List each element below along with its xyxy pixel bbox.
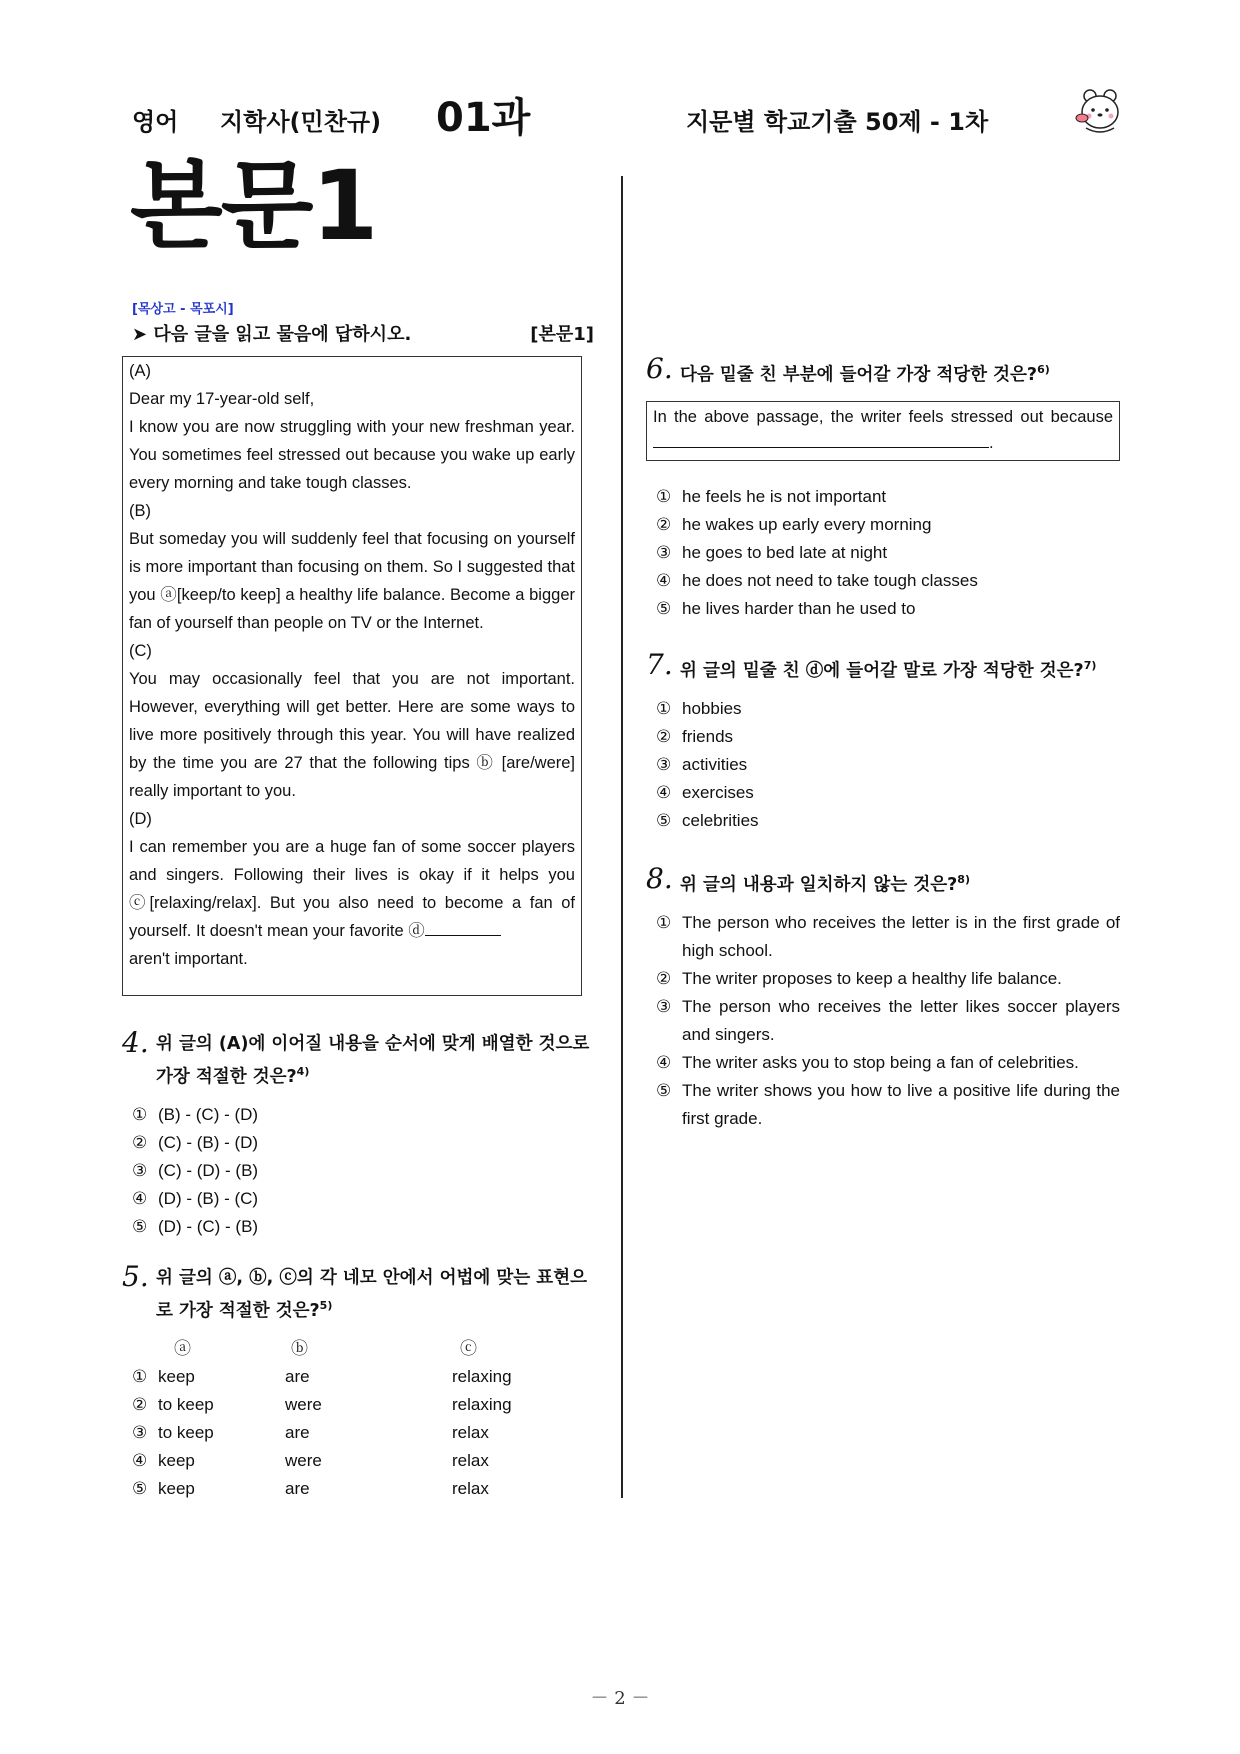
option-4[interactable]: ④ he does not need to take tough classes <box>656 570 978 590</box>
option-list <box>656 483 1120 623</box>
option-3[interactable]: ③ to keep are relax <box>132 1422 489 1442</box>
page-header <box>0 84 1240 144</box>
option-3[interactable]: ③ activities <box>656 754 748 774</box>
lesson-label: 01과 <box>436 95 531 141</box>
option-1[interactable]: ① The person who receives the letter is in the first grade of high school. <box>656 912 1120 960</box>
option-2[interactable]: ② friends <box>656 726 734 746</box>
option-3[interactable]: ③ he goes to bed late at night <box>656 542 888 562</box>
column-divider <box>621 176 623 1498</box>
option-2[interactable]: ② to keep were relaxing <box>132 1394 512 1414</box>
question-text: 위 글의 ⓐ, ⓑ, ⓒ의 각 네모 안에서 어법에 맞는 표현으로 가장 적절한 것은?$^{5)}$ <box>156 1268 588 1321</box>
salutation: Dear my 17-year-old self, <box>129 390 315 408</box>
question-8 <box>646 862 1120 1133</box>
option-list <box>132 1101 592 1241</box>
question-stem-box <box>646 401 1120 461</box>
question-text: 위 글의 밑줄 친 ⓓ에 들어갈 말로 가장 적당한 것은?$^{7)}$ <box>680 659 1097 681</box>
option-1[interactable]: ① hobbies <box>656 698 742 718</box>
instruction-text: ➤ 다음 글을 읽고 물음에 답하시오. <box>132 324 412 345</box>
answer-blank-d <box>425 917 501 936</box>
question-text: 다음 밑줄 친 부분에 들어갈 가장 적당한 것은?$^{6)}$ <box>680 363 1050 385</box>
section-title: 본문1 <box>130 150 377 262</box>
source-label: [목상고 - 목포시] <box>132 302 234 317</box>
series-label: 지문별 학교기출 50제 - 1차 <box>686 108 989 136</box>
option-4[interactable]: ④ The writer asks you to stop being a fan of celebrities. <box>656 1052 1079 1072</box>
paragraph-d-text: I can remember you are a huge fan of some soccer players and singers. Following their lives is okay if it helps you ⓒ[relaxing/relax]. But you also need to become a fan of yourself. It doesn't mean your favorite ⓓ <box>129 838 575 940</box>
question-4 <box>122 1026 592 1241</box>
question-7 <box>646 648 1120 835</box>
question-text: 위 글의 내용과 일치하지 않는 것은?$^{8)}$ <box>680 873 970 895</box>
paragraph-label-d: (D) <box>129 810 152 828</box>
option-2[interactable]: ② he wakes up early every morning <box>656 514 932 534</box>
option-5[interactable]: ⑤ (D) - (C) - (B) <box>132 1216 259 1236</box>
stem-text: In the above passage, the writer feels stressed out because <box>653 407 1113 426</box>
option-4[interactable]: ④ keep were relax <box>132 1450 489 1470</box>
question-text: 위 글의 (A)에 이어질 내용을 순서에 맞게 배열한 것으로 가장 적절한 것은?$^{4)}$ <box>156 1034 590 1087</box>
option-table-header: ⓐ ⓑ ⓒ <box>174 1338 477 1358</box>
paragraph-c: You may occasionally feel that you are not important. However, everything will get better. Here are some ways to live more positively through this year. You will have realized by the time you are 27 that the following tips ⓑ [are/were] really important to you. <box>129 670 575 800</box>
option-5[interactable]: ⑤ The writer shows you how to live a positive life during the first grade. <box>656 1080 1120 1128</box>
option-3[interactable]: ③ The person who receives the letter likes soccer players and singers. <box>656 996 1120 1044</box>
reading-passage <box>122 356 582 996</box>
option-5[interactable]: ⑤ he lives harder than he used to <box>656 598 916 618</box>
paragraph-a: I know you are now struggling with your new freshman year. You sometimes feel stressed out because you wake up early every morning and take tough classes. <box>129 418 575 492</box>
option-2[interactable]: ② The writer proposes to keep a healthy life balance. <box>656 968 1062 988</box>
paragraph-d <box>129 833 575 945</box>
question-6 <box>646 352 1120 623</box>
option-list <box>656 909 1120 1133</box>
question-number: 7. <box>646 648 673 681</box>
stem-blank-line: . <box>653 430 1113 456</box>
paragraph-b: But someday you will suddenly feel that focusing on yourself is more important than focusing on them. So I suggested that you ⓐ[keep/to keep] a healthy life balance. Become a bigger fan of yourself than people on TV or the Internet. <box>129 530 575 632</box>
option-4[interactable]: ④ exercises <box>656 782 754 802</box>
option-list <box>656 695 1120 835</box>
option-4[interactable]: ④ (D) - (B) - (C) <box>132 1188 259 1208</box>
option-1[interactable]: ① keep are relaxing <box>132 1366 512 1386</box>
option-2[interactable]: ② (C) - (B) - (D) <box>132 1132 259 1152</box>
paragraph-label-a: (A) <box>129 362 151 380</box>
option-5[interactable]: ⑤ keep are relax <box>132 1478 489 1498</box>
paragraph-label-c: (C) <box>129 642 152 660</box>
question-number: 8. <box>646 862 673 895</box>
option-3[interactable]: ③ (C) - (D) - (B) <box>132 1160 259 1180</box>
page-number: － 2 － <box>590 1688 650 1709</box>
publisher-label: 지학사(민찬규) <box>220 108 382 136</box>
bear-mascot-icon <box>1074 86 1126 138</box>
subject-label: 영어 <box>132 108 179 136</box>
answer-blank <box>653 431 989 448</box>
question-number: 4. <box>122 1026 149 1059</box>
paragraph-label-b: (B) <box>129 502 151 520</box>
paragraph-d-end: aren't important. <box>129 950 248 968</box>
question-number: 5. <box>122 1260 149 1293</box>
question-5 <box>122 1260 592 1503</box>
passage-tag: [본문1] <box>530 324 594 345</box>
option-5[interactable]: ⑤ celebrities <box>656 810 759 830</box>
option-1[interactable]: ① he feels he is not important <box>656 486 887 506</box>
option-1[interactable]: ① (B) - (C) - (D) <box>132 1104 259 1124</box>
option-table <box>132 1335 592 1503</box>
question-number: 6. <box>646 352 673 385</box>
